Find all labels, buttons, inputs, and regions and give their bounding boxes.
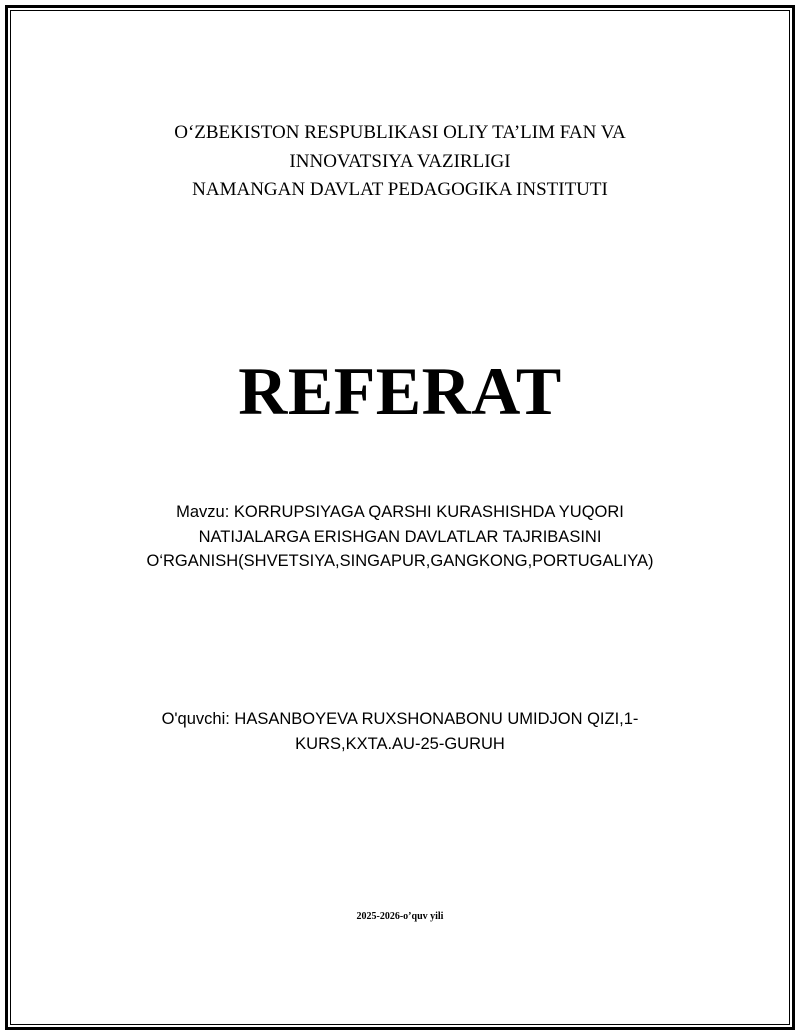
document-title: REFERAT [238, 353, 562, 429]
ministry-name-line-2: INNOVATSIYA VAZIRLIGI [289, 151, 511, 172]
student-info-line-2: KURS,KXTA.AU-25-GURUH [295, 735, 505, 753]
student-info-line-1: O'quvchi: HASANBOYEVA RUXSHONABONU UMIDJON QIZI,1- [161, 710, 639, 728]
institute-name: NAMANGAN DAVLAT PEDAGOGIKA INSTITUTI [192, 179, 608, 200]
ministry-name-line-1: O‘ZBEKISTON RESPUBLIKASI OLIY TA’LIM FAN VA [174, 122, 626, 143]
topic-line-3: O‘RGANISH(SHVETSIYA,SINGAPUR,GANGKONG,PORTUGALIYA) [146, 552, 654, 570]
topic-line-1: Mavzu: KORRUPSIYAGA QARSHI KURASHISHDA YUQORI [176, 503, 624, 521]
academic-year: 2025-2026-o’quv yili [356, 911, 444, 922]
topic-line-2: NATIJALARGA ERISHGAN DAVLATLAR TAJRIBASINI [198, 528, 602, 546]
